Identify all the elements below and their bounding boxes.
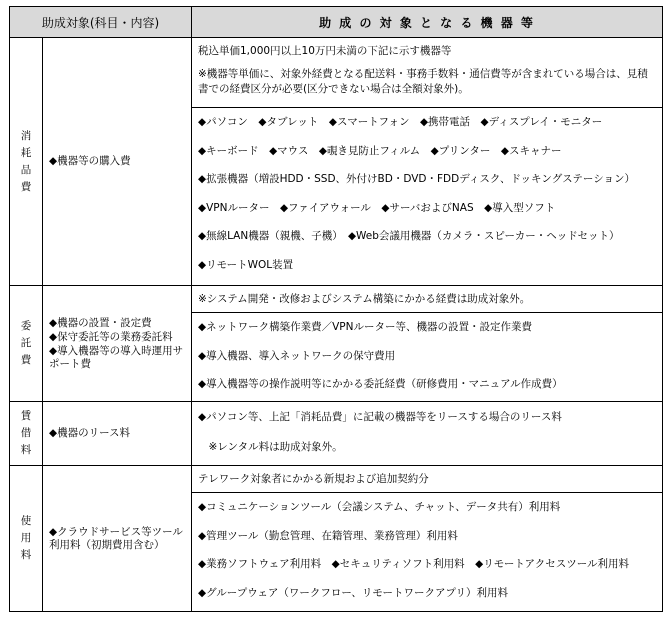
row-consumables [10,38,663,286]
category-consumables: 消 耗 品 費 [10,38,43,286]
item-consumables: ◆機器等の購入費 [43,38,192,286]
item-outsourcing: ◆機器の設置・設定費 ◆保守委託等の業務委託料 ◆導入機器等の導入時運用サポート費 [43,286,192,402]
outsourcing-line: ◆ネットワーク構築作業費／VPNルーター等、機器の設置・設定作業費 [198,321,532,333]
row-lease [10,402,663,466]
desc-lease [192,402,663,466]
outsourcing-line: ◆導入機器、導入ネットワークの保守費用 [198,349,396,362]
item-usage-fees: ◆クラウドサービス等ツール利用料（初期費用含む） [43,466,192,612]
lease-line: ◆パソコン等、上記「消耗品費」に記載の機器等をリースする場合のリース料 [198,411,562,423]
header-row [10,7,663,38]
item-lease: ◆機器のリース料 [43,402,192,466]
note-price-range: 税込単価1,000円以上10万円未満の下記に示す機器等 [198,45,452,57]
usage-line: ◆コミュニケーションツール（会議システム、チャット、データ共有）利用料 [198,501,561,513]
header-equipment: 助 成 の 対 象 と な る 機 器 等 [192,7,663,38]
equipment-line: ◆無線LAN機器（親機、子機） ◆Web会議用機器（カメラ・スピーカー・ヘッドセット） [198,230,620,242]
category-outsourcing: 委 託 費 [10,286,43,402]
desc-usage-fees [192,466,663,612]
equipment-line: ◆VPNルーター ◆ファイアウォール ◆サーバおよびNAS ◆導入型ソフト [198,201,556,214]
equipment-line: ◆パソコン ◆タブレット ◆スマートフォン ◆携帯電話 ◆ディスプレイ・モニター [198,116,603,128]
subsidy-table-document [9,6,663,612]
outsourcing-line: ◆導入機器等の操作説明等にかかる委託経費（研修費用・マニュアル作成費） [198,378,563,390]
equipment-line: ◆拡張機器（増設HDD・SSD、外付けBD・DVD・FDDディスク、ドッキングステーション） [198,173,635,185]
subsidy-table [9,6,663,612]
header-subject: 助成対象(科目・内容) [10,7,192,38]
category-lease: 賃 借 料 [10,402,43,466]
row-usage-fees [10,466,663,612]
row-outsourcing [10,286,663,402]
desc-consumables [192,38,663,286]
equipment-line: ◆キーボード ◆マウス ◆覗き見防止フィルム ◆プリンター ◆スキャナー [198,144,562,157]
usage-line: ◆業務ソフトウェア利用料 ◆セキュリティソフト利用料 ◆リモートアクセスツール利用料 [198,558,629,570]
lease-note: ※レンタル料は助成対象外。 [198,441,343,453]
equipment-line: ◆リモートWOL装置 [198,258,294,271]
usage-line: ◆グループウェア（ワークフロー、リモートワークアプリ）利用料 [198,586,509,599]
usage-intro: テレワーク対象者にかかる新規および追加契約分 [198,473,429,485]
note-exclusions: ※機器等単価に、対象外経費となる配送料・事務手数料・通信費等が含まれている場合は、見積書での経費区分が必要(区分できない場合は全額対象外)。 [198,68,648,95]
note-system-dev: ※システム開発・改修およびシステム構築にかかる経費は助成対象外。 [198,293,531,305]
usage-line: ◆管理ツール（勤怠管理、在籍管理、業務管理）利用料 [198,529,458,542]
desc-outsourcing [192,286,663,402]
category-usage-fees: 使 用 料 [10,466,43,612]
